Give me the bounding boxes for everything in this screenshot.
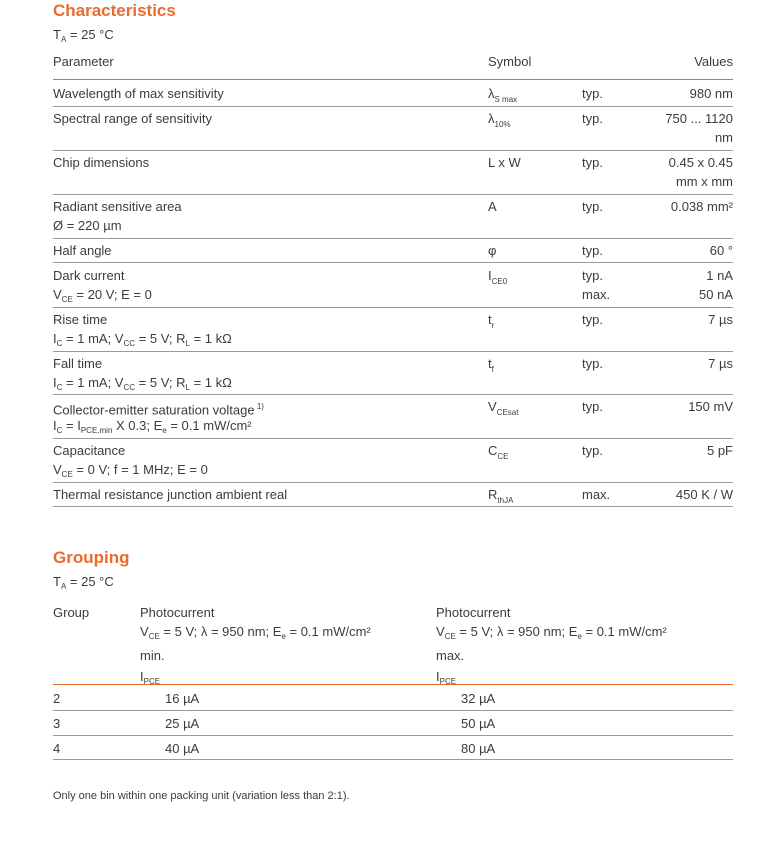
value: 50 nA <box>699 287 733 302</box>
qualifier: typ. <box>582 356 603 371</box>
row-rule <box>53 194 733 195</box>
row-rule <box>53 482 733 483</box>
header-photocurrent-max: Photocurrent $V_{CE} = 5$ V; λ = 950 nm; $E_e = 0.1$ mW/cm² max. $I_{PCE}$ <box>436 603 667 691</box>
photocurrent-min-value: 16 µA <box>165 691 200 706</box>
group-id: 4 <box>53 741 61 756</box>
value: nm <box>714 130 733 145</box>
photocurrent-max-value: 32 µA <box>461 691 496 706</box>
value: 450 K / W <box>675 487 733 502</box>
photocurrent-max-symbol: $I_{PCE}$ <box>436 669 457 686</box>
parameter-condition: $I_C = 1$ mA; $V_{CC} = 5$ V; $R_L = 1$ kΩ <box>53 331 232 348</box>
parameter-name: Collector-emitter saturation voltage $^{1)}$ <box>53 402 264 418</box>
symbol: $\lambda_{S max}$ <box>488 86 518 104</box>
value: 7 µs <box>708 356 733 371</box>
row-rule <box>53 735 733 736</box>
parameter-name: Radiant sensitive area <box>53 199 182 214</box>
value: 980 nm <box>689 86 733 101</box>
group-id: 3 <box>53 716 61 731</box>
header-rule <box>53 79 733 80</box>
grouping-condition: $T_A = 25$ °C <box>53 574 114 591</box>
group-id: 2 <box>53 691 61 706</box>
parameter-name: Wavelength of max sensitivity <box>53 86 224 101</box>
row-rule <box>53 394 733 395</box>
grouping-title: Grouping <box>53 548 130 567</box>
photocurrent-min-value: 25 µA <box>165 716 200 731</box>
value: 0.45 x 0.45 <box>668 155 733 170</box>
footer-note: Only one bin within one packing unit (variation less than 2:1). <box>53 790 350 802</box>
footnote-marker: 1) <box>254 402 264 411</box>
value: 750 ... 1120 <box>665 111 733 126</box>
parameter-name: Spectral range of sensitivity <box>53 111 212 126</box>
row-rule <box>53 710 733 711</box>
qualifier: typ. <box>582 111 603 126</box>
parameter-condition: $I_C = I_{PCE,min}$ X 0.3; $E_e = 0.1$ mW/cm² <box>53 418 252 435</box>
header-values: Values <box>694 54 733 69</box>
parameter-condition: $V_{CE} = 0$ V; f = 1 MHz; E = 0 <box>53 462 208 479</box>
value: 1 nA <box>706 268 733 283</box>
value: 7 µs <box>708 312 733 327</box>
photocurrent-min-symbol: $I_{PCE}$ <box>140 669 161 686</box>
symbol: $R_{thJA}$ <box>488 487 514 505</box>
photocurrent-min-condition: $V_{CE} = 5$ V; λ = 950 nm; $E_e = 0.1$ mW/cm² <box>140 624 371 641</box>
header-parameter: Parameter <box>53 54 114 69</box>
parameter-condition: $V_{CE} = 20$ V; E = 0 <box>53 287 152 304</box>
symbol: L x W <box>488 155 521 170</box>
grouping-header-rule <box>53 684 733 685</box>
parameter-condition: $I_C = 1$ mA; $V_{CC} = 5$ V; $R_L = 1$ kΩ <box>53 375 232 392</box>
value: mm x mm <box>675 174 733 189</box>
row-rule <box>53 506 733 507</box>
symbol: $t_f$ <box>488 356 494 374</box>
characteristics-title: Characteristics <box>53 1 176 20</box>
symbol: A <box>488 199 497 214</box>
row-rule <box>53 262 733 263</box>
parameter-name: Chip dimensions <box>53 155 150 170</box>
symbol: $t_r$ <box>488 312 495 330</box>
value: 0.038 mm² <box>670 199 733 214</box>
photocurrent-min-value: 40 µA <box>165 741 200 756</box>
parameter-name: Rise time <box>53 312 108 327</box>
symbol: $\lambda_{10\%}$ <box>488 111 511 129</box>
parameter-name: Thermal resistance junction ambient real <box>53 487 288 502</box>
parameter-name: Capacitance <box>53 443 126 458</box>
qualifier: typ. <box>582 399 603 414</box>
photocurrent-max-value: 80 µA <box>461 741 496 756</box>
qualifier: typ. <box>582 312 603 327</box>
header-group: Group <box>53 605 90 620</box>
symbol: $C_{CE}$ <box>488 443 509 461</box>
qualifier: max. <box>582 487 611 502</box>
parameter-condition: Ø = 220 µm <box>53 218 122 233</box>
photocurrent-max-condition: $V_{CE} = 5$ V; λ = 950 nm; $E_e = 0.1$ mW/cm² <box>436 624 667 641</box>
qualifier: typ. <box>582 86 603 101</box>
value: 5 pF <box>706 443 733 458</box>
value: 60 ° <box>709 243 733 258</box>
row-rule <box>53 438 733 439</box>
parameter-name: Dark current <box>53 268 125 283</box>
value: 150 mV <box>688 399 733 414</box>
symbol: φ <box>488 243 497 258</box>
parameter-name: Half angle <box>53 243 112 258</box>
row-rule <box>53 307 733 308</box>
parameter-name: Fall time <box>53 356 103 371</box>
qualifier: max. <box>582 287 611 302</box>
header-symbol: Symbol <box>488 54 532 69</box>
symbol: $V_{CEsat}$ <box>488 399 519 417</box>
qualifier: typ. <box>582 243 603 258</box>
qualifier: typ. <box>582 443 603 458</box>
row-rule <box>53 238 733 239</box>
symbol: $I_{CE0}$ <box>488 268 508 286</box>
row-rule <box>53 150 733 151</box>
qualifier: typ. <box>582 199 603 214</box>
header-photocurrent-min: Photocurrent $V_{CE} = 5$ V; λ = 950 nm; $E_e = 0.1$ mW/cm² min. $I_{PCE}$ <box>140 603 371 691</box>
row-rule <box>53 759 733 760</box>
row-rule <box>53 351 733 352</box>
row-rule <box>53 106 733 107</box>
photocurrent-max-value: 50 µA <box>461 716 496 731</box>
characteristics-condition: $T_A = 25$ °C <box>53 27 114 44</box>
qualifier: typ. <box>582 268 603 283</box>
qualifier: typ. <box>582 155 603 170</box>
